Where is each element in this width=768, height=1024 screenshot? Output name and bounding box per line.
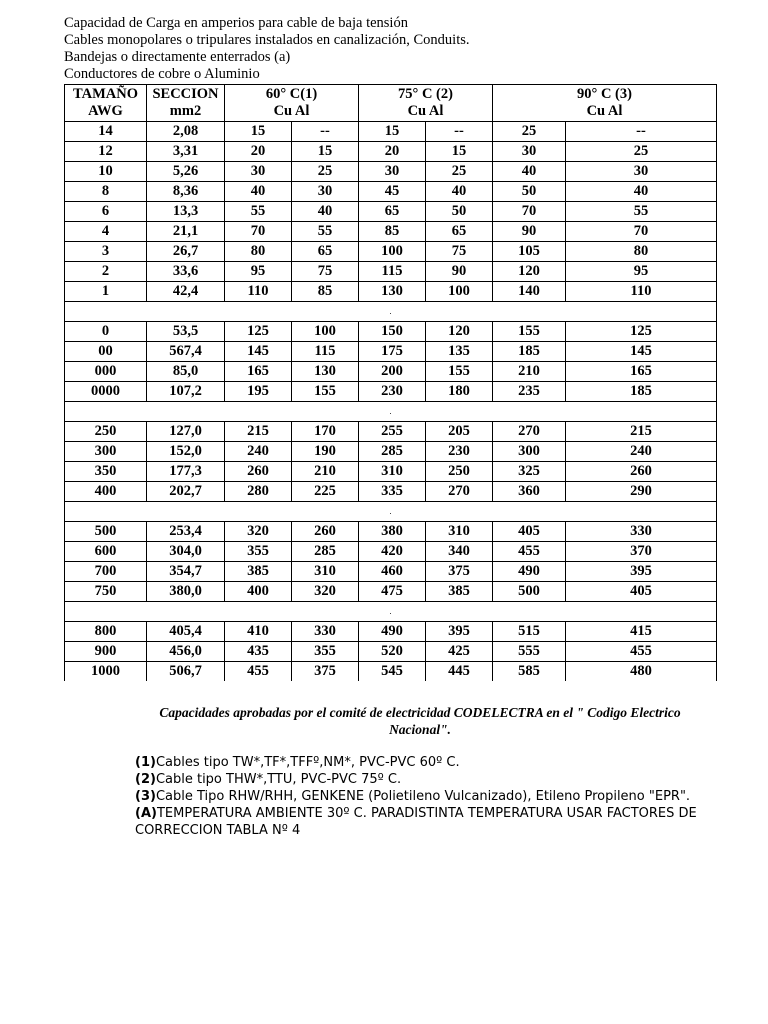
table-cell: 300	[493, 442, 566, 462]
table-cell: 40	[426, 182, 493, 202]
table-cell: 455	[225, 662, 292, 682]
table-row	[65, 442, 717, 462]
table-row	[65, 622, 717, 642]
table-cell: 25	[292, 162, 359, 182]
table-cell: 2,08	[147, 122, 225, 142]
table-cell: 15	[225, 122, 292, 142]
document-header	[64, 15, 764, 83]
table-cell: 30	[566, 162, 717, 182]
table-cell: 15	[426, 142, 493, 162]
header-line-3: Bandejas o directamente enterrados (a)	[64, 49, 291, 65]
table-cell: 65	[292, 242, 359, 262]
table-cell: 125	[225, 322, 292, 342]
separator-cell: .	[65, 602, 717, 622]
table-cell: 456,0	[147, 642, 225, 662]
table-cell: 435	[225, 642, 292, 662]
table-cell: 195	[225, 382, 292, 402]
table-cell: 3,31	[147, 142, 225, 162]
table-cell: 30	[359, 162, 426, 182]
table-cell: 150	[359, 322, 426, 342]
table-cell: 255	[359, 422, 426, 442]
table-cell: 280	[225, 482, 292, 502]
table-row	[65, 362, 717, 382]
table-cell: 55	[225, 202, 292, 222]
table-cell: 30	[225, 162, 292, 182]
table-cell: 285	[359, 442, 426, 462]
table-cell: 385	[426, 582, 493, 602]
table-cell: 375	[292, 662, 359, 682]
table-cell: 355	[292, 642, 359, 662]
footnote: (1)Cables tipo TW*,TF*,TFFº,NM*, PVC-PVC 60º C.	[135, 755, 460, 770]
separator-row	[65, 602, 717, 622]
table-cell: 140	[493, 282, 566, 302]
table-cell: 380	[359, 522, 426, 542]
table-cell: 30	[493, 142, 566, 162]
table-cell: 00	[65, 342, 147, 362]
table-cell: 152,0	[147, 442, 225, 462]
table-cell: 900	[65, 642, 147, 662]
table-cell: 270	[493, 422, 566, 442]
table-cell: 85	[359, 222, 426, 242]
table-cell: 175	[359, 342, 426, 362]
table-cell: 304,0	[147, 542, 225, 562]
table-cell: 200	[359, 362, 426, 382]
table-cell: 120	[426, 322, 493, 342]
table-cell: 5,26	[147, 162, 225, 182]
table-cell: 4	[65, 222, 147, 242]
table-row	[65, 422, 717, 442]
table-cell: 310	[426, 522, 493, 542]
table-row	[65, 482, 717, 502]
separator-row	[65, 502, 717, 522]
table-cell: 155	[292, 382, 359, 402]
table-cell: 145	[566, 342, 717, 362]
table-cell: 455	[566, 642, 717, 662]
table-cell: 320	[225, 522, 292, 542]
table-cell: --	[426, 122, 493, 142]
table-cell: 0	[65, 322, 147, 342]
table-cell: 700	[65, 562, 147, 582]
table-cell: 300	[65, 442, 147, 462]
table-cell: 85,0	[147, 362, 225, 382]
table-cell: 205	[426, 422, 493, 442]
table-cell: 70	[493, 202, 566, 222]
table-cell: 567,4	[147, 342, 225, 362]
table-cell: 40	[292, 202, 359, 222]
table-cell: 420	[359, 542, 426, 562]
table-cell: 260	[566, 462, 717, 482]
table-cell: 180	[426, 382, 493, 402]
table-cell: 400	[225, 582, 292, 602]
table-cell: 415	[566, 622, 717, 642]
table-cell: 40	[493, 162, 566, 182]
table-cell: 50	[493, 182, 566, 202]
table-cell: 460	[359, 562, 426, 582]
table-cell: 000	[65, 362, 147, 382]
table-cell: 90	[426, 262, 493, 282]
header-90c: 90° C (3) Cu Al	[493, 85, 717, 122]
table-cell: 100	[359, 242, 426, 262]
table-row	[65, 142, 717, 162]
table-cell: 395	[566, 562, 717, 582]
table-cell: 110	[225, 282, 292, 302]
table-cell: 165	[225, 362, 292, 382]
table-row	[65, 462, 717, 482]
table-cell: 95	[566, 262, 717, 282]
table-row	[65, 582, 717, 602]
table-cell: 65	[426, 222, 493, 242]
table-cell: 490	[493, 562, 566, 582]
table-cell: 405,4	[147, 622, 225, 642]
table-cell: 130	[292, 362, 359, 382]
header-line-4: Conductores de cobre o Aluminio	[64, 66, 260, 82]
table-cell: 240	[566, 442, 717, 462]
table-cell: 380,0	[147, 582, 225, 602]
table-row	[65, 182, 717, 202]
table-cell: 25	[426, 162, 493, 182]
table-cell: 115	[292, 342, 359, 362]
table-cell: 500	[65, 522, 147, 542]
table-row	[65, 342, 717, 362]
table-cell: 165	[566, 362, 717, 382]
table-row	[65, 202, 717, 222]
table-cell: 8	[65, 182, 147, 202]
footnotes	[135, 754, 735, 839]
table-cell: 330	[566, 522, 717, 542]
table-cell: 230	[359, 382, 426, 402]
table-cell: 125	[566, 322, 717, 342]
table-cell: 400	[65, 482, 147, 502]
table-cell: 170	[292, 422, 359, 442]
table-cell: 25	[493, 122, 566, 142]
table-cell: 545	[359, 662, 426, 682]
table-cell: 0000	[65, 382, 147, 402]
table-cell: 33,6	[147, 262, 225, 282]
table-cell: 115	[359, 262, 426, 282]
table-cell: 90	[493, 222, 566, 242]
table-cell: 15	[292, 142, 359, 162]
table-cell: 75	[426, 242, 493, 262]
table-cell: 330	[292, 622, 359, 642]
table-cell: 107,2	[147, 382, 225, 402]
table-cell: 325	[493, 462, 566, 482]
table-cell: 800	[65, 622, 147, 642]
separator-row	[65, 302, 717, 322]
table-cell: 25	[566, 142, 717, 162]
table-cell: 50	[426, 202, 493, 222]
table-cell: 270	[426, 482, 493, 502]
table-cell: 30	[292, 182, 359, 202]
table-row	[65, 322, 717, 342]
table-cell: 340	[426, 542, 493, 562]
table-cell: 290	[566, 482, 717, 502]
table-cell: 21,1	[147, 222, 225, 242]
table-cell: 120	[493, 262, 566, 282]
table-cell: 12	[65, 142, 147, 162]
table-cell: 155	[493, 322, 566, 342]
table-cell: 55	[566, 202, 717, 222]
table-cell: 240	[225, 442, 292, 462]
table-cell: 210	[292, 462, 359, 482]
header-line-2: Cables monopolares o tripulares instalados en canalización, Conduits.	[64, 32, 470, 48]
table-row	[65, 242, 717, 262]
table-cell: 40	[566, 182, 717, 202]
table-cell: 750	[65, 582, 147, 602]
header-75c: 75° C (2) Cu Al	[359, 85, 493, 122]
table-row	[65, 542, 717, 562]
table-cell: 555	[493, 642, 566, 662]
table-cell: 455	[493, 542, 566, 562]
table-cell: 385	[225, 562, 292, 582]
table-cell: 65	[359, 202, 426, 222]
table-cell: 70	[566, 222, 717, 242]
table-cell: 520	[359, 642, 426, 662]
table-cell: 445	[426, 662, 493, 682]
separator-cell: .	[65, 402, 717, 422]
table-cell: 405	[493, 522, 566, 542]
table-cell: 506,7	[147, 662, 225, 682]
footnote: (2)Cable tipo THW*,TTU, PVC-PVC 75º C.	[135, 772, 402, 787]
table-row	[65, 122, 717, 142]
table-cell: 310	[359, 462, 426, 482]
table-cell: 100	[292, 322, 359, 342]
table-cell: 13,3	[147, 202, 225, 222]
table-cell: 40	[225, 182, 292, 202]
table-cell: 360	[493, 482, 566, 502]
table-cell: 250	[426, 462, 493, 482]
table-cell: 260	[225, 462, 292, 482]
table-cell: --	[566, 122, 717, 142]
header-section: SECCION mm2	[147, 85, 225, 122]
table-cell: 500	[493, 582, 566, 602]
table-cell: 130	[359, 282, 426, 302]
table-cell: 215	[566, 422, 717, 442]
table-cell: 405	[566, 582, 717, 602]
table-cell: 155	[426, 362, 493, 382]
table-cell: 26,7	[147, 242, 225, 262]
table-header-row	[65, 85, 717, 122]
table-cell: 70	[225, 222, 292, 242]
table-row	[65, 162, 717, 182]
header-line-1: Capacidad de Carga en amperios para cable de baja tensión	[64, 15, 408, 31]
table-cell: 42,4	[147, 282, 225, 302]
table-cell: 1000	[65, 662, 147, 682]
table-cell: 250	[65, 422, 147, 442]
table-cell: 20	[359, 142, 426, 162]
table-cell: 8,36	[147, 182, 225, 202]
table-cell: 260	[292, 522, 359, 542]
header-60c: 60° C(1) Cu Al	[225, 85, 359, 122]
table-cell: 145	[225, 342, 292, 362]
footnote: (3)Cable Tipo RHW/RHH, GENKENE (Polietileno Vulcanizado), Etileno Propileno "EPR".	[135, 789, 691, 804]
table-row	[65, 382, 717, 402]
table-row	[65, 562, 717, 582]
table-cell: 410	[225, 622, 292, 642]
table-cell: 320	[292, 582, 359, 602]
table-cell: 55	[292, 222, 359, 242]
table-cell: 95	[225, 262, 292, 282]
table-cell: 253,4	[147, 522, 225, 542]
table-cell: 53,5	[147, 322, 225, 342]
table-cell: 75	[292, 262, 359, 282]
table-cell: 80	[225, 242, 292, 262]
table-cell: 177,3	[147, 462, 225, 482]
table-cell: 3	[65, 242, 147, 262]
table-cell: 185	[493, 342, 566, 362]
table-cell: 490	[359, 622, 426, 642]
separator-row	[65, 402, 717, 422]
table-body	[65, 122, 717, 682]
table-cell: 350	[65, 462, 147, 482]
separator-cell: .	[65, 502, 717, 522]
table-cell: 10	[65, 162, 147, 182]
header-size: TAMAÑO AWG	[65, 85, 147, 122]
table-cell: 210	[493, 362, 566, 382]
table-cell: 80	[566, 242, 717, 262]
table-cell: 225	[292, 482, 359, 502]
ampacity-table	[64, 84, 717, 681]
table-cell: 395	[426, 622, 493, 642]
table-cell: 1	[65, 282, 147, 302]
table-row	[65, 222, 717, 242]
table-cell: 135	[426, 342, 493, 362]
table-cell: 202,7	[147, 482, 225, 502]
table-cell: 105	[493, 242, 566, 262]
table-cell: 85	[292, 282, 359, 302]
table-cell: 2	[65, 262, 147, 282]
table-cell: 585	[493, 662, 566, 682]
table-cell: 100	[426, 282, 493, 302]
table-row	[65, 262, 717, 282]
table-cell: 600	[65, 542, 147, 562]
table-cell: 285	[292, 542, 359, 562]
table-cell: 354,7	[147, 562, 225, 582]
table-cell: 375	[426, 562, 493, 582]
table-cell: 14	[65, 122, 147, 142]
table-row	[65, 522, 717, 542]
table-cell: 370	[566, 542, 717, 562]
table-cell: 475	[359, 582, 426, 602]
table-row	[65, 662, 717, 682]
table-cell: 15	[359, 122, 426, 142]
footnote: (A)TEMPERATURA AMBIENTE 30º C. PARADISTINTA TEMPERATURA USAR FACTORES DE CORRECCION TABLA Nº 4	[135, 806, 697, 838]
table-cell: 425	[426, 642, 493, 662]
separator-cell: .	[65, 302, 717, 322]
table-row	[65, 282, 717, 302]
table-cell: 110	[566, 282, 717, 302]
table-cell: 515	[493, 622, 566, 642]
table-cell: 45	[359, 182, 426, 202]
table-cell: 335	[359, 482, 426, 502]
table-cell: 235	[493, 382, 566, 402]
table-row	[65, 642, 717, 662]
table-cell: 185	[566, 382, 717, 402]
table-caption: Capacidades aprobadas por el comité de electricidad CODELECTRA en el " Codigo Electrico Nacional".	[159, 705, 681, 737]
table-cell: 20	[225, 142, 292, 162]
table-cell: 215	[225, 422, 292, 442]
table-cell: 355	[225, 542, 292, 562]
table-cell: 480	[566, 662, 717, 682]
table-cell: 190	[292, 442, 359, 462]
table-cell: 310	[292, 562, 359, 582]
table-cell: 230	[426, 442, 493, 462]
table-cell: 6	[65, 202, 147, 222]
table-cell: 127,0	[147, 422, 225, 442]
table-cell: --	[292, 122, 359, 142]
